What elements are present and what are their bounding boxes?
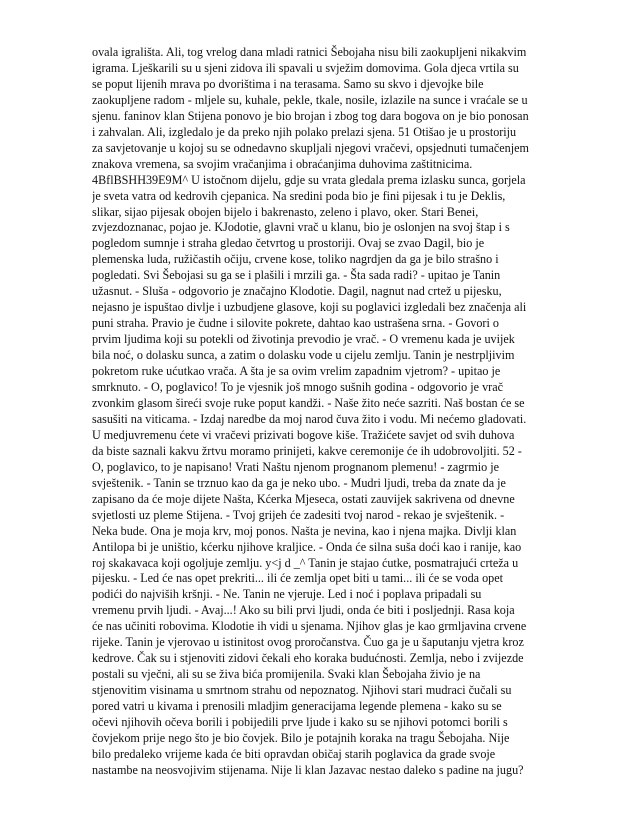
text-line: Antilopa bi je uništio, kćerku njihove kraljice. - Onda će silna suša doći kao i ranije, kao — [92, 539, 522, 554]
text-line: će nas učiniti robovima. Klodotie ih vidi u sjenama. Njihov glas je kao grmljavina crvene — [92, 619, 527, 634]
text-line: pogledom sumnje i straha gledao četvrtog u prostoriji. Ovaj se zvao Dagil, bio je — [92, 236, 485, 251]
text-line: pijesku. - Led će nas opet prekriti... ili će zemlja opet biti u tami... ili će se voda opet — [92, 571, 503, 586]
text-line: zaokupljene radom - mljele su, kuhale, pekle, tkale, nosile, izlazile na sunce i vraćale se u — [92, 92, 528, 107]
text-line: pogledati. Svi Šebojasi su ga se i plašili i mrzili ga. - Šta sada radi? - upitao je Tanin — [92, 268, 501, 283]
text-line: znakova vremena, sa svojim vračanjima i obraćanjima duhovima zaštitnicima. — [92, 156, 473, 171]
text-line: smrknuto. - O, poglavico! To je vjesnik još mnogo sušnih godina - odgovorio je vrač — [92, 380, 503, 395]
text-line: bila noć, o dolasku sunca, a zatim o dolasku vode u cijelu zemlju. Tanin je nestrpljivim — [92, 348, 515, 363]
text-line: rijeke. Tanin je vjerovao u istinitost ovog proročanstva. Čuo ga je u šaputanju vjetra kroz — [92, 635, 524, 650]
text-line: nastambe na neosvojivim stijenama. Nije li klan Jazavac nestao daleko s padine na jugu? — [92, 762, 524, 777]
text-line: roj skakavaca koji ogoljuje zemlju. y<j d _^ Tanin je stajao ćutke, posmatrajući crteža u — [92, 555, 519, 570]
text-line: kedrove. Čak su i stjenoviti zidovi čekali eho koraka budućnosti. Zemlja, nebo i zvijezde — [92, 651, 524, 666]
text-line: puni straha. Pravio je čudne i silovite pokrete, dahtao kao ustrašena srna. - Govori o — [92, 316, 499, 331]
text-line: slikar, sijao pijesak obojen bijelo i bakrenasto, zeleno i plavo, oker. Stari Benei, — [92, 204, 479, 219]
text-line: i zahvalan. Ali, izgledalo je da preko njih polako prelazi sjena. 51 Otišao je u prostoriju — [92, 124, 517, 139]
text-line: za savjetovanje u kojoj su se odnedavno skupljali njegovi vračevi, opsjednuti tumačenjem — [92, 140, 529, 155]
text-line: ovala igrališta. Ali, tog vrelog dana mladi ratnici Šebojaha nisu bili zaokupljeni nikakvim — [92, 45, 527, 59]
text-line: svještenik. - Tanin se trznuo kao da ga je neko ubo. - Mudri ljudi, treba da znate da je — [92, 475, 506, 490]
text-line: prvim ljudima koji su potekli od životinja prevodio je vrač. - O vremenu kada je uvijek — [92, 332, 515, 347]
text-line: 4BflBSHH39E9M^ U istočnom dijelu, gdje su vrata gledala prema izlasku sunca, gorjela — [92, 172, 526, 187]
text-line: Neka bude. Ona je moja krv, moj ponos. Našta je nevina, kao i njena majka. Divlji klan — [92, 523, 517, 538]
text-line: U medjuvremenu ćete vi vračevi prizivati bogove kiše. Tražićete savjet od svih duhova — [92, 427, 515, 442]
text-line: postali su vječni, ali su se živa bića promijenila. Svaki klan Šebojaha živio je na — [92, 667, 481, 682]
text-line: vremenu prvih ljudi. - Avaj...! Ako su bili prvi ljudi, onda će biti i posljednji. Rasa koja — [92, 603, 515, 618]
text-line: da biste saznali kakvu žrtvu moramo prinijeti, kakve ceremonije će ih udobrovoljiti. 52 - — [92, 443, 522, 458]
text-line: pokretom ruke ućutkao vrača. A šta je sa ovim vrelim zapadnim vjetrom? - upitao je — [92, 364, 501, 379]
text-line: plemenska luda, ružičastih očiju, crvene kose, toliko nagrdjen da ga je bilo strašno i — [92, 252, 499, 267]
text-line: zvonkim glasom šireći svoje ruke poput kandži. - Naše žito neće sazriti. Naš bostan će se — [92, 395, 525, 410]
text-line: užasnut. - Sluša - odgovorio je značajno Klodotie. Dagil, nagnut nad crtež u pijesku, — [92, 284, 502, 299]
text-line: O, poglavico, to je napisano! Vrati Naštu njenom prognanom plemenu! - zagrmio je — [92, 459, 500, 474]
text-line: igrama. Lješkarili su u sjeni zidova ili spavali u svježim domovima. Gola djeca vrtila su — [92, 60, 519, 75]
text-line: se poput lijenih mrava po dvorištima i na terasama. Samo su skvo i djevojke bile — [92, 76, 484, 91]
text-line: sasušiti na viticama. - Izdaj naredbe da moj narod čuva žito i vodu. Mi nećemo gladovati. — [92, 411, 527, 426]
text-line: zapisano da će moje dijete Našta, Kćerka Mjeseca, ostati zauvijek sakrivena od dnevne — [92, 491, 515, 506]
text-line: pored vatri u kivama i prenosili mladjim generacijama legende plemena - kako su se — [92, 699, 502, 714]
text-line: svjetlosti uz pleme Stijena. - Tvoj grijeh će zadesiti tvoj narod - rekao je svještenik. - — [92, 507, 505, 522]
text-line: sjenu. faninov klan Stijena ponovo je bio brojan i zbog tog dara bogova on je bio ponosan — [92, 108, 529, 123]
text-line: očevi njihovih očeva borili i pobijedili prve ljude i kako su se njihovi potomci borili s — [92, 715, 508, 730]
text-line: stjenovitim visinama u smrtnom strahu od nepoznatog. Njihovi stari mudraci čučali su — [92, 683, 512, 698]
text-line: zvjezdoznanac, pojao je. KJodotie, glavni vrač u klanu, bio je oslonjen na svoj štap i s — [92, 220, 510, 235]
text-line: nejasno je ispuštao divlje i uzbudjene glasove, koji su poglavici izgledali bez značenja ali — [92, 300, 527, 315]
text-line: čovjekom prije nego što je bio čovjek. Bilo je potajnih koraka na tragu Šebojaha. Nije — [92, 730, 510, 745]
text-line: je sveta vatra od kedrovih cjepanica. Na sredini poda bio je fini pijesak i tu je Deklis, — [92, 188, 506, 203]
body-text — [92, 45, 552, 779]
text-line: bilo predaleko vrijeme kada će biti opravdan običaj starih poglavica da grade svoje — [92, 746, 496, 761]
text-line: podići do najviših kršnji. - Ne. Tanin ne vjeruje. Led i noć i poplava pripadali su — [92, 587, 482, 602]
